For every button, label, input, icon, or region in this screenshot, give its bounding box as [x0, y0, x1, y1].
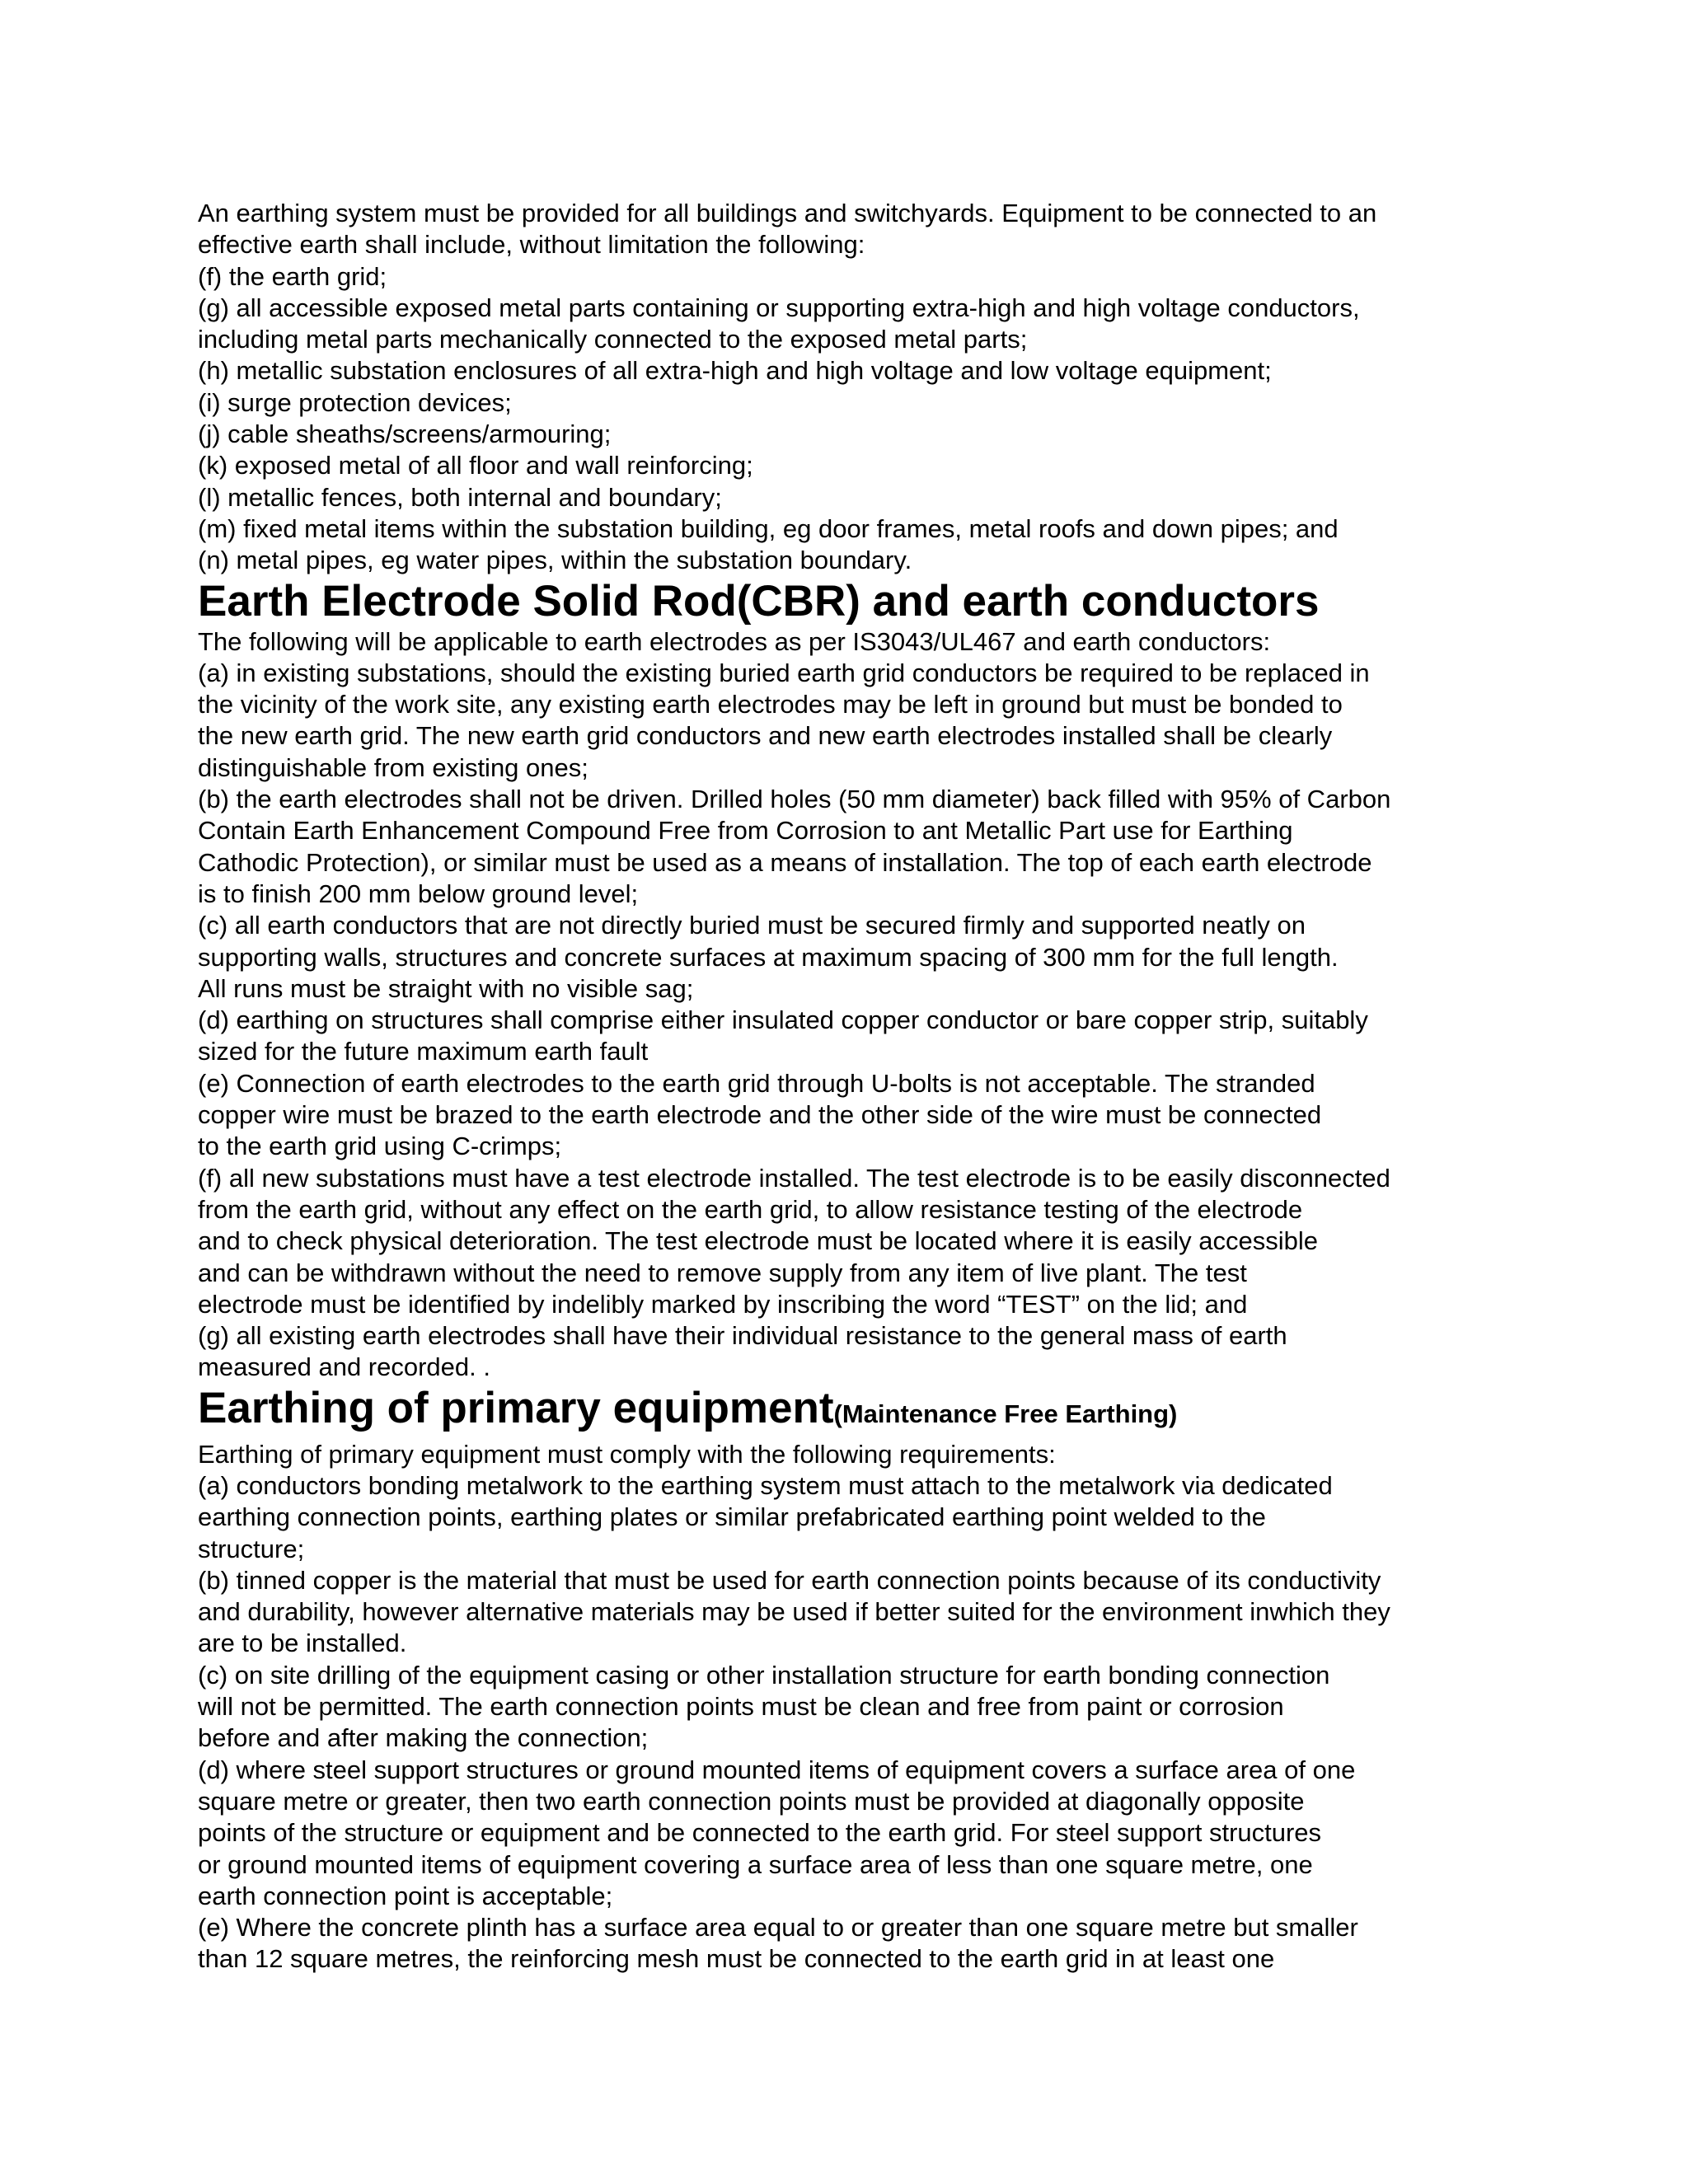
- text-line: than 12 square metres, the reinforcing mesh must be connected to the earth grid in at least one: [198, 1944, 1275, 1974]
- text-line: or ground mounted items of equipment covering a surface area of less than one square metre, one: [198, 1849, 1313, 1879]
- text-line: (m) fixed metal items within the substation building, eg door frames, metal roofs and down pipes; and: [198, 513, 1339, 543]
- text-line: (n) metal pipes, eg water pipes, within the substation boundary.: [198, 546, 912, 575]
- text-line: (j) cable sheaths/screens/armouring;: [198, 419, 612, 449]
- text-line: (c) all earth conductors that are not directly buried must be secured firmly and supported neatly on: [198, 911, 1306, 940]
- text-line: from the earth grid, without any effect on the earth grid, to allow resistance testing of the electrode: [198, 1194, 1303, 1224]
- section-heading-subtitle: (Maintenance Free Earthing): [833, 1399, 1178, 1428]
- text-line: the new earth grid. The new earth grid conductors and new earth electrodes installed shall be clearly: [198, 721, 1333, 751]
- text-line: (a) conductors bonding metalwork to the earthing system must attach to the metalwork via dedicated: [198, 1470, 1333, 1500]
- text-line: (b) tinned copper is the material that must be used for earth connection points because of its conductivity: [198, 1565, 1381, 1595]
- text-line: points of the structure or equipment and be connected to the earth grid. For steel support structures: [198, 1818, 1322, 1848]
- text-line: (e) Connection of earth electrodes to the earth grid through U-bolts is not acceptable. The stranded: [198, 1068, 1315, 1098]
- section-body-earth-electrode: [198, 626, 1517, 1384]
- text-line: Cathodic Protection), or similar must be used as a means of installation. The top of each earth electrode: [198, 847, 1372, 877]
- text-line: distinguishable from existing ones;: [198, 752, 588, 782]
- section-heading-earth-electrode: [198, 577, 1517, 626]
- text-line: is to finish 200 mm below ground level;: [198, 879, 639, 908]
- section-heading-primary-equipment: [198, 1384, 1517, 1439]
- text-line: (h) metallic substation enclosures of all extra-high and high voltage and low voltage equipment;: [198, 356, 1272, 386]
- text-line: and durability, however alternative materials may be used if better suited for the environment inwhich they: [198, 1597, 1390, 1627]
- section-body-primary-equipment: [198, 1439, 1517, 1975]
- text-line: square metre or greater, then two earth connection points must be provided at diagonally opposite: [198, 1786, 1305, 1816]
- text-line: (l) metallic fences, both internal and boundary;: [198, 482, 722, 512]
- text-line: The following will be applicable to earth electrodes as per IS3043/UL467 and earth conductors:: [198, 626, 1271, 656]
- text-line: earth connection point is acceptable;: [198, 1881, 613, 1910]
- text-line: (g) all accessible exposed metal parts containing or supporting extra-high and high voltage conductors,: [198, 293, 1360, 322]
- section-heading-text: Earth Electrode Solid Rod(CBR) and earth conductors: [198, 576, 1320, 626]
- intro-text: [198, 198, 1517, 577]
- text-line: All runs must be straight with no visible sag;: [198, 973, 694, 1003]
- text-line: measured and recorded. .: [198, 1352, 490, 1382]
- text-line: (d) where steel support structures or ground mounted items of equipment covers a surface area of one: [198, 1755, 1356, 1784]
- text-line: and can be withdrawn without the need to remove supply from any item of live plant. The test: [198, 1258, 1247, 1287]
- text-line: (g) all existing earth electrodes shall have their individual resistance to the general mass of earth: [198, 1321, 1287, 1351]
- text-line: An earthing system must be provided for all buildings and switchyards. Equipment to be connected to an: [198, 199, 1377, 227]
- text-line: will not be permitted. The earth connection points must be clean and free from paint or corrosion: [198, 1692, 1284, 1722]
- text-line: (i) surge protection devices;: [198, 387, 512, 417]
- text-line: (e) Where the concrete plinth has a surface area equal to or greater than one square metre but smaller: [198, 1913, 1358, 1943]
- text-line: (d) earthing on structures shall comprise either insulated copper conductor or bare copper strip, suitably: [198, 1005, 1368, 1035]
- text-line: before and after making the connection;: [198, 1723, 649, 1753]
- text-line: Earthing of primary equipment must comply with the following requirements:: [198, 1439, 1056, 1469]
- text-line: effective earth shall include, without limitation the following:: [198, 230, 865, 260]
- text-line: the vicinity of the work site, any existing earth electrodes may be left in ground but must be bonded to: [198, 690, 1343, 719]
- text-line: earthing connection points, earthing plates or similar prefabricated earthing point welded to the: [198, 1502, 1266, 1532]
- text-line: are to be installed.: [198, 1629, 407, 1658]
- document-page: [198, 198, 1517, 1975]
- text-line: electrode must be identified by indelibly marked by inscribing the word “TEST” on the lid; and: [198, 1289, 1248, 1319]
- text-line: (k) exposed metal of all floor and wall reinforcing;: [198, 451, 753, 480]
- text-line: (f) all new substations must have a test electrode installed. The test electrode is to be easily disconnected: [198, 1163, 1390, 1193]
- text-line: (f) the earth grid;: [198, 261, 387, 291]
- text-line: (b) the earth electrodes shall not be driven. Drilled holes (50 mm diameter) back filled with 95% of Carbon: [198, 785, 1391, 814]
- text-line: (a) in existing substations, should the existing buried earth grid conductors be required to be replaced in: [198, 658, 1370, 687]
- text-line: and to check physical deterioration. The test electrode must be located where it is easily accessible: [198, 1226, 1318, 1256]
- text-line: (c) on site drilling of the equipment casing or other installation structure for earth bonding connection: [198, 1660, 1330, 1690]
- text-line: to the earth grid using C-crimps;: [198, 1132, 562, 1161]
- text-line: structure;: [198, 1534, 305, 1563]
- text-line: copper wire must be brazed to the earth electrode and the other side of the wire must be connected: [198, 1100, 1322, 1130]
- text-line: Contain Earth Enhancement Compound Free from Corrosion to ant Metallic Part use for Earthing: [198, 816, 1293, 846]
- section-heading-text: Earthing of primary equipment: [198, 1383, 834, 1432]
- text-line: supporting walls, structures and concrete surfaces at maximum spacing of 300 mm for the full length.: [198, 942, 1339, 972]
- text-line: including metal parts mechanically connected to the exposed metal parts;: [198, 325, 1028, 354]
- text-line: sized for the future maximum earth fault: [198, 1037, 649, 1066]
